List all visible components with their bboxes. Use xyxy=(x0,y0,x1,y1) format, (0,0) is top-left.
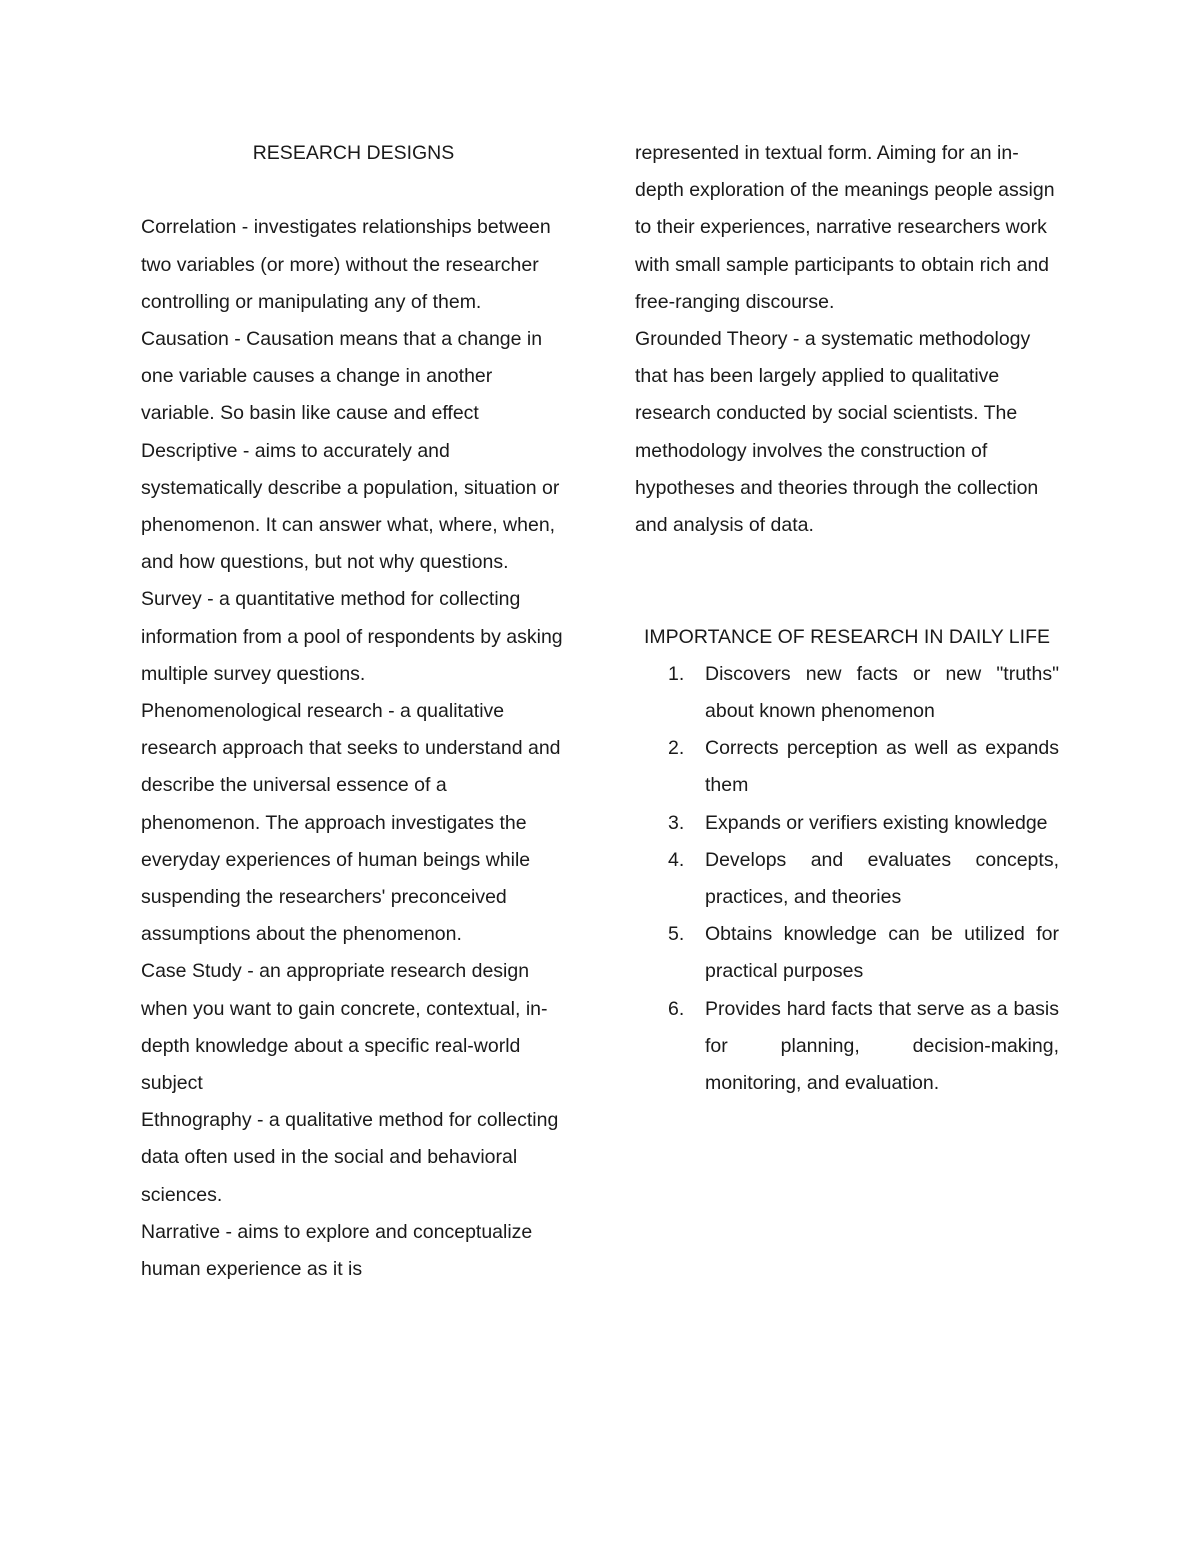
list-item-text: Obtains knowledge can be utilized for practical purposes xyxy=(705,923,1059,983)
list-item xyxy=(635,656,1059,730)
left-column xyxy=(141,135,566,1288)
importance-list xyxy=(635,656,1059,1102)
list-item-text: Expands or verifiers existing knowledge xyxy=(705,811,1048,834)
list-number: 5. xyxy=(668,923,685,946)
list-item xyxy=(635,991,1059,1103)
paragraph-grounded-theory: Grounded Theory - a systematic methodology that has been largely applied to qualitative research conducted by social scientists. The methodology involves the construction of hypotheses and theories through the collection and analysis of data. xyxy=(635,328,1039,537)
importance-title: IMPORTANCE OF RESEARCH IN DAILY LIFE xyxy=(644,625,1050,648)
list-number: 1. xyxy=(668,662,685,685)
paragraph-causation: Causation - Causation means that a change in one variable causes a change in another variable. So basin like cause and effect xyxy=(141,328,543,425)
right-column xyxy=(635,135,1059,1102)
research-designs-title: RESEARCH DESIGNS xyxy=(252,142,455,164)
list-item-text: Provides hard facts that serve as a basis for planning, decision-making, monitoring, and evaluation. xyxy=(705,997,1059,1095)
paragraph-narrative: Narrative - aims to explore and conceptualize human experience as it is xyxy=(141,1220,533,1281)
list-item xyxy=(635,916,1059,990)
list-item-text: Corrects perception as well as expands them xyxy=(705,737,1059,797)
spacer xyxy=(141,172,566,209)
list-number: 2. xyxy=(668,737,685,760)
paragraph-phenomenological: Phenomenological research - a qualitative research approach that seeks to understand and describe the universal essence of a phenomenon. The approach investigates the everyday experiences of human beings while suspending the researchers' preconceived assumptions about the phenomenon. xyxy=(141,700,561,946)
list-number: 3. xyxy=(668,811,685,834)
paragraph-descriptive: Descriptive - aims to accurately and systematically describe a population, situation or phenomenon. It can answer what, where, when, and how questions, but not why questions. xyxy=(141,439,560,574)
paragraph-case-study: Case Study - an appropriate research design when you want to gain concrete, contextual, in-depth knowledge about a specific real-world subject xyxy=(141,960,548,1095)
list-item-text: Develops and evaluates concepts, practices, and theories xyxy=(705,848,1059,909)
list-item xyxy=(635,842,1059,916)
list-item xyxy=(635,730,1059,804)
paragraph-ethnography: Ethnography - a qualitative method for collecting data often used in the social and behavioral sciences. xyxy=(141,1109,559,1206)
paragraph-survey: Survey - a quantitative method for collecting information from a pool of respondents by asking multiple survey questions. xyxy=(141,588,563,685)
list-item xyxy=(635,805,1059,842)
list-number: 6. xyxy=(668,997,685,1020)
list-item-text: Discovers new facts or new "truths" about known phenomenon xyxy=(705,662,1059,723)
paragraph-narrative-continued: represented in textual form. Aiming for an in-depth exploration of the meanings people assign to their experiences, narrative researchers work with small sample participants to obtain rich and free-ranging discourse. xyxy=(635,142,1055,313)
spacer xyxy=(635,544,1059,618)
list-number: 4. xyxy=(668,848,685,871)
paragraph-correlation: Correlation - investigates relationships between two variables (or more) without the researcher controlling or manipulating any of them. xyxy=(141,216,551,313)
